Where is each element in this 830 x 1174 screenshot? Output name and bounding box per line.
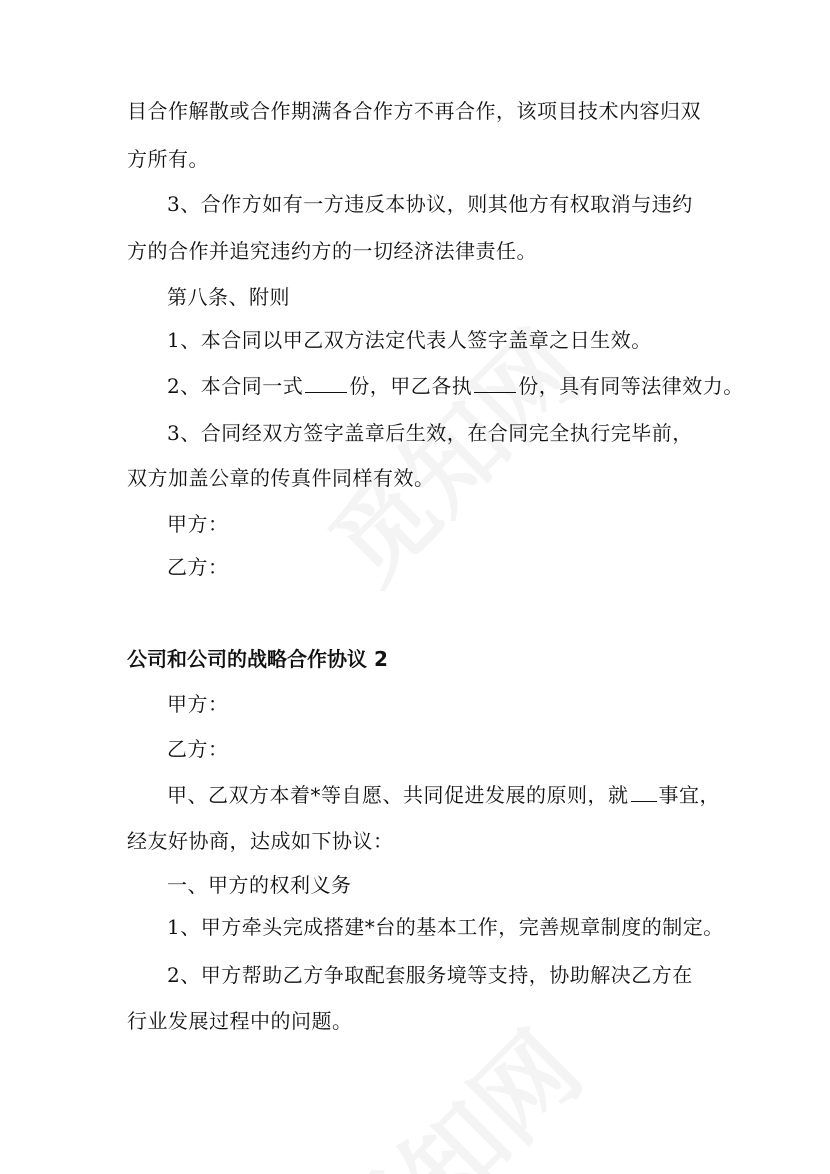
paragraph-line: 3、合作方如有一方违反本协议，则其他方有权取消与违约 (167, 192, 693, 216)
paragraph-line: 行业发展过程中的问题。 (127, 1009, 353, 1033)
paragraph-line: 方所有。 (127, 147, 209, 171)
copies-clause (167, 372, 744, 400)
paragraph-line: 1、甲方牵头完成搭建*台的基本工作，完善规章制度的制定。 (167, 915, 724, 939)
article-heading: 第八条、附则 (167, 285, 290, 309)
paragraph-line: 1、本合同以甲乙双方法定代表人签字盖章之日生效。 (167, 328, 652, 352)
paragraph-line: 方的合作并追究违约方的一切经济法律责任。 (127, 239, 537, 263)
blank-field (631, 783, 657, 802)
party-a-label: 甲方： (167, 692, 229, 716)
section-title: 公司和公司的战略合作协议 2 (127, 647, 388, 671)
party-b-label: 乙方： (167, 555, 229, 579)
blank-field (474, 374, 516, 393)
paragraph-line: 目合作解散或合作期满各合作方不再合作，该项目技术内容归双 (127, 99, 701, 123)
clause-text: 甲、乙双方本着*等自愿、共同促进发展的原则，就 (167, 783, 629, 807)
clause-text: 份，具有同等法律效力。 (518, 374, 744, 398)
blank-field (305, 374, 347, 393)
clause-text: 份，甲乙各执 (349, 374, 473, 398)
party-b-label: 乙方： (167, 737, 229, 761)
clause-text: 事宜， (658, 783, 720, 807)
paragraph-line: 双方加盖公章的传真件同样有效。 (127, 466, 435, 490)
clause-text: 2、本合同一式 (167, 374, 304, 398)
subsection-heading: 一、甲方的权利义务 (167, 873, 352, 897)
paragraph-line: 经友好协商，达成如下协议： (127, 829, 394, 853)
party-a-label: 甲方： (167, 512, 229, 536)
paragraph-line: 3、合同经双方签字盖章后生效，在合同完全执行完毕前， (167, 421, 693, 445)
principle-clause (167, 781, 720, 809)
paragraph-line: 2、甲方帮助乙方争取配套服务境等支持，协助解决乙方在 (167, 963, 693, 987)
